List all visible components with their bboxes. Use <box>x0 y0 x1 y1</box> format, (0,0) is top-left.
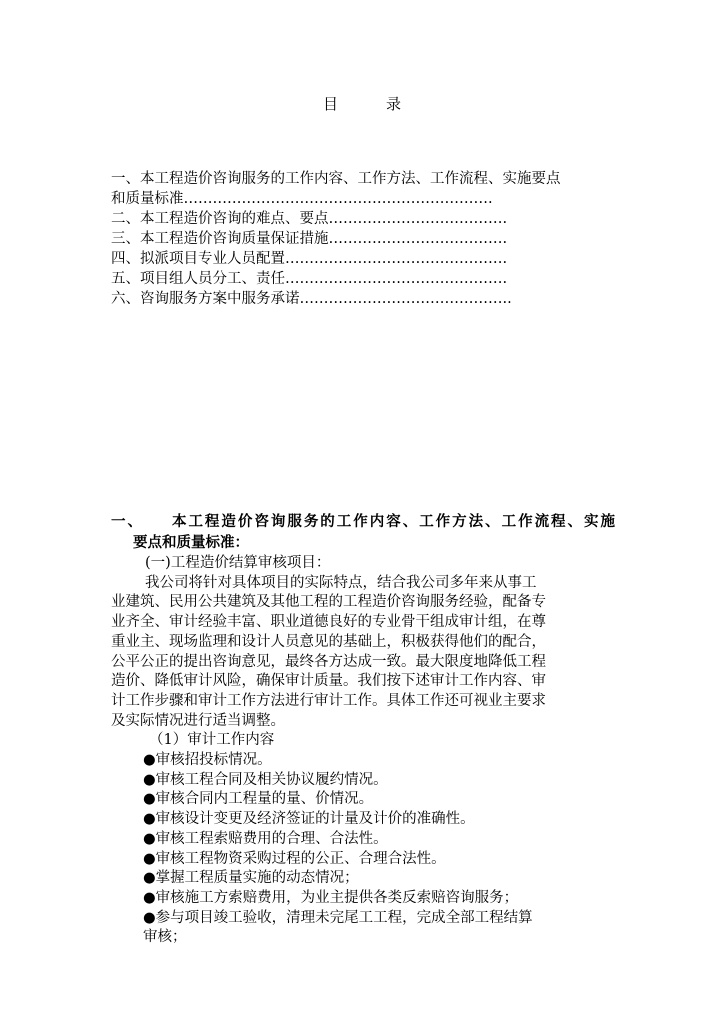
section-1 <box>111 512 615 948</box>
section-1-heading <box>111 512 615 533</box>
list-item: ●审核招投标情况。 <box>143 752 272 769</box>
list-item: ●参与项目竣工验收，清理未完尾工工程，完成全部工程结算 <box>143 909 533 926</box>
list-item-continuation: 审核； <box>143 929 187 946</box>
audit-bullet-list <box>111 751 615 948</box>
toc-entry-2[interactable]: 二、本工程造价咨询的难点、要点………………………………. <box>111 211 508 227</box>
toc-title-char-2: 录 <box>386 95 402 113</box>
paragraph-line: 造价、降低审计风险，确保审计质量。我们按下述审计工作内容、审 <box>111 673 546 690</box>
list-item: ●审核工程物资采购过程的公正、合理合法性。 <box>143 850 446 867</box>
paragraph-line: 我公司将针对具体项目的实际特点，结合我公司多年来从事工 <box>145 574 537 591</box>
toc-entry-6[interactable]: 六、咨询服务方案中服务承诺…………………………………….. <box>111 291 512 307</box>
toc-entry-5[interactable]: 五、项目组人员分工、责任………………………………………. <box>111 271 508 287</box>
toc-entry-1[interactable]: 一、本工程造价咨询服务的工作内容、工作方法、工作流程、实施要点 <box>111 171 561 187</box>
section-1-number: 一、 <box>111 514 144 530</box>
toc-title <box>0 93 724 114</box>
section-1-title-line-1: 本工程造价咨询服务的工作内容、工作方法、工作流程、实施 <box>171 514 616 530</box>
toc-entry-4[interactable]: 四、拟派项目专业人员配置………………………………………. <box>111 251 508 267</box>
paragraph-line: 业建筑、民用公共建筑及其他工程的工程造价咨询服务经验，配备专 <box>111 594 546 611</box>
toc-title-char-1: 目 <box>322 95 338 113</box>
list-item: ●审核设计变更及经济签证的计量及计价的准确性。 <box>143 811 475 828</box>
sub-heading: (一)工程造价结算审核项目： <box>145 555 331 571</box>
toc-entry-1-cont[interactable]: 和质量标准………………………………………………………. <box>111 191 493 207</box>
paragraph-line: 公平公正的提出咨询意见，最终各方达成一致。最大限度地降低工程 <box>111 653 546 670</box>
list-item: ●掌握工程质量实施的动态情况； <box>143 870 359 887</box>
audit-content-heading: （1）审计工作内容 <box>149 732 275 749</box>
paragraph-line: 业齐全、审计经验丰富、职业道德良好的专业骨干组成审计组，在尊 <box>111 614 546 631</box>
list-item: ●审核合同内工程量的量、价情况。 <box>143 791 374 808</box>
list-item: ●审核工程合同及相关协议履约情况。 <box>143 771 388 788</box>
paragraph-line: 计工作步骤和审计工作方法进行审计工作。具体工作还可视业主要求 <box>111 692 546 709</box>
section-1-title-line-2: 要点和质量标准： <box>133 535 249 551</box>
toc-entry-3[interactable]: 三、本工程造价咨询质量保证措施………………………………. <box>111 231 508 247</box>
intro-paragraph <box>111 574 615 732</box>
list-item: ●审核施工方索赔费用，为业主提供各类反索赔咨询服务； <box>143 889 519 906</box>
list-item: ●审核工程索赔费用的合理、合法性。 <box>143 830 388 847</box>
paragraph-line: 及实际情况进行适当调整。 <box>111 712 285 729</box>
table-of-contents <box>111 169 621 309</box>
paragraph-line: 重业主、现场监理和设计人员意见的基础上，积极获得他们的配合， <box>111 633 546 650</box>
